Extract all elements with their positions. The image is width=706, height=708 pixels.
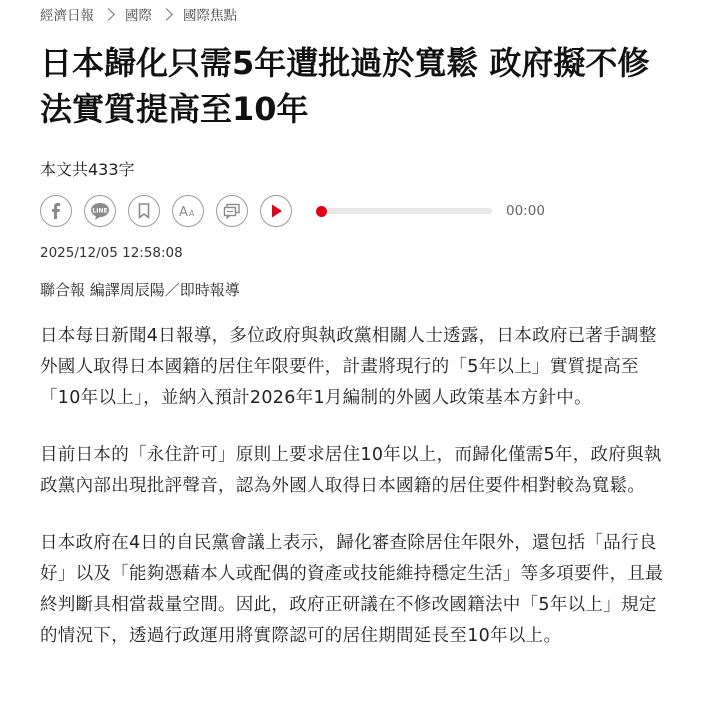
- article-toolbar: [40, 195, 560, 231]
- audio-progress-handle[interactable]: [316, 206, 327, 217]
- breadcrumb-item-international[interactable]: 國際: [125, 8, 152, 24]
- article-paragraph: 目前日本的「永住許可」原則上要求居住10年以上，而歸化僅需5年，政府與執政黨內部出現批評聲音，認為外國人取得日本國籍的居住要件相對較為寬鬆。: [40, 445, 662, 496]
- font-size-icon: [178, 204, 198, 218]
- line-icon: [90, 202, 110, 220]
- word-count: 本文共433字: [40, 160, 135, 179]
- article-body: [40, 321, 672, 678]
- breadcrumb-item-focus[interactable]: 國際焦點: [183, 8, 237, 24]
- svg-text:A: A: [179, 205, 188, 218]
- facebook-icon: [49, 203, 63, 219]
- article-byline: 聯合報 編譯周辰陽／即時報導: [40, 281, 240, 299]
- publish-datetime: 2025/12/05 12:58:08: [40, 245, 183, 261]
- play-icon: [269, 203, 283, 219]
- audio-progress-track[interactable]: [322, 208, 492, 214]
- chevron-right-icon: [102, 8, 115, 21]
- svg-text:LINE: LINE: [92, 207, 108, 215]
- chevron-right-icon: [160, 8, 173, 21]
- audio-time: 00:00: [506, 203, 545, 219]
- article-paragraph: 日本政府在4日的自民黨會議上表示，歸化審查除居住年限外，還包括「品行良好」以及「能夠憑藉本人或配偶的資產或技能維持穩定生活」等多項要件，且最終判斷具相當裁量空間。因此，政府正研議在不修改國籍法中「5年以上」規定的情況下，透過行政運用將實際認可的居住期間延長至10年以上。: [40, 533, 663, 646]
- article-paragraph: 日本每日新聞4日報導，多位政府與執政黨相關人士透露，日本政府已著手調整外國人取得日本國籍的居住年限要件，計畫將現行的「5年以上」實質提高至「10年以上」，並納入預計2026年1月編制的外國人政策基本方針中。: [40, 326, 657, 408]
- line-share-button[interactable]: [84, 195, 116, 227]
- article-title: 日本歸化只需5年遭批過於寬鬆 政府擬不修法實質提高至10年: [40, 44, 650, 128]
- breadcrumb: [40, 4, 237, 24]
- font-size-button[interactable]: [172, 195, 204, 227]
- play-audio-button[interactable]: [260, 195, 292, 227]
- comment-icon: [223, 203, 241, 219]
- breadcrumb-item-site[interactable]: 經濟日報: [40, 8, 94, 24]
- bookmark-icon: [138, 203, 150, 219]
- comment-button[interactable]: [216, 195, 248, 227]
- bookmark-button[interactable]: [128, 195, 160, 227]
- svg-text:A: A: [189, 209, 195, 218]
- facebook-share-button[interactable]: [40, 195, 72, 227]
